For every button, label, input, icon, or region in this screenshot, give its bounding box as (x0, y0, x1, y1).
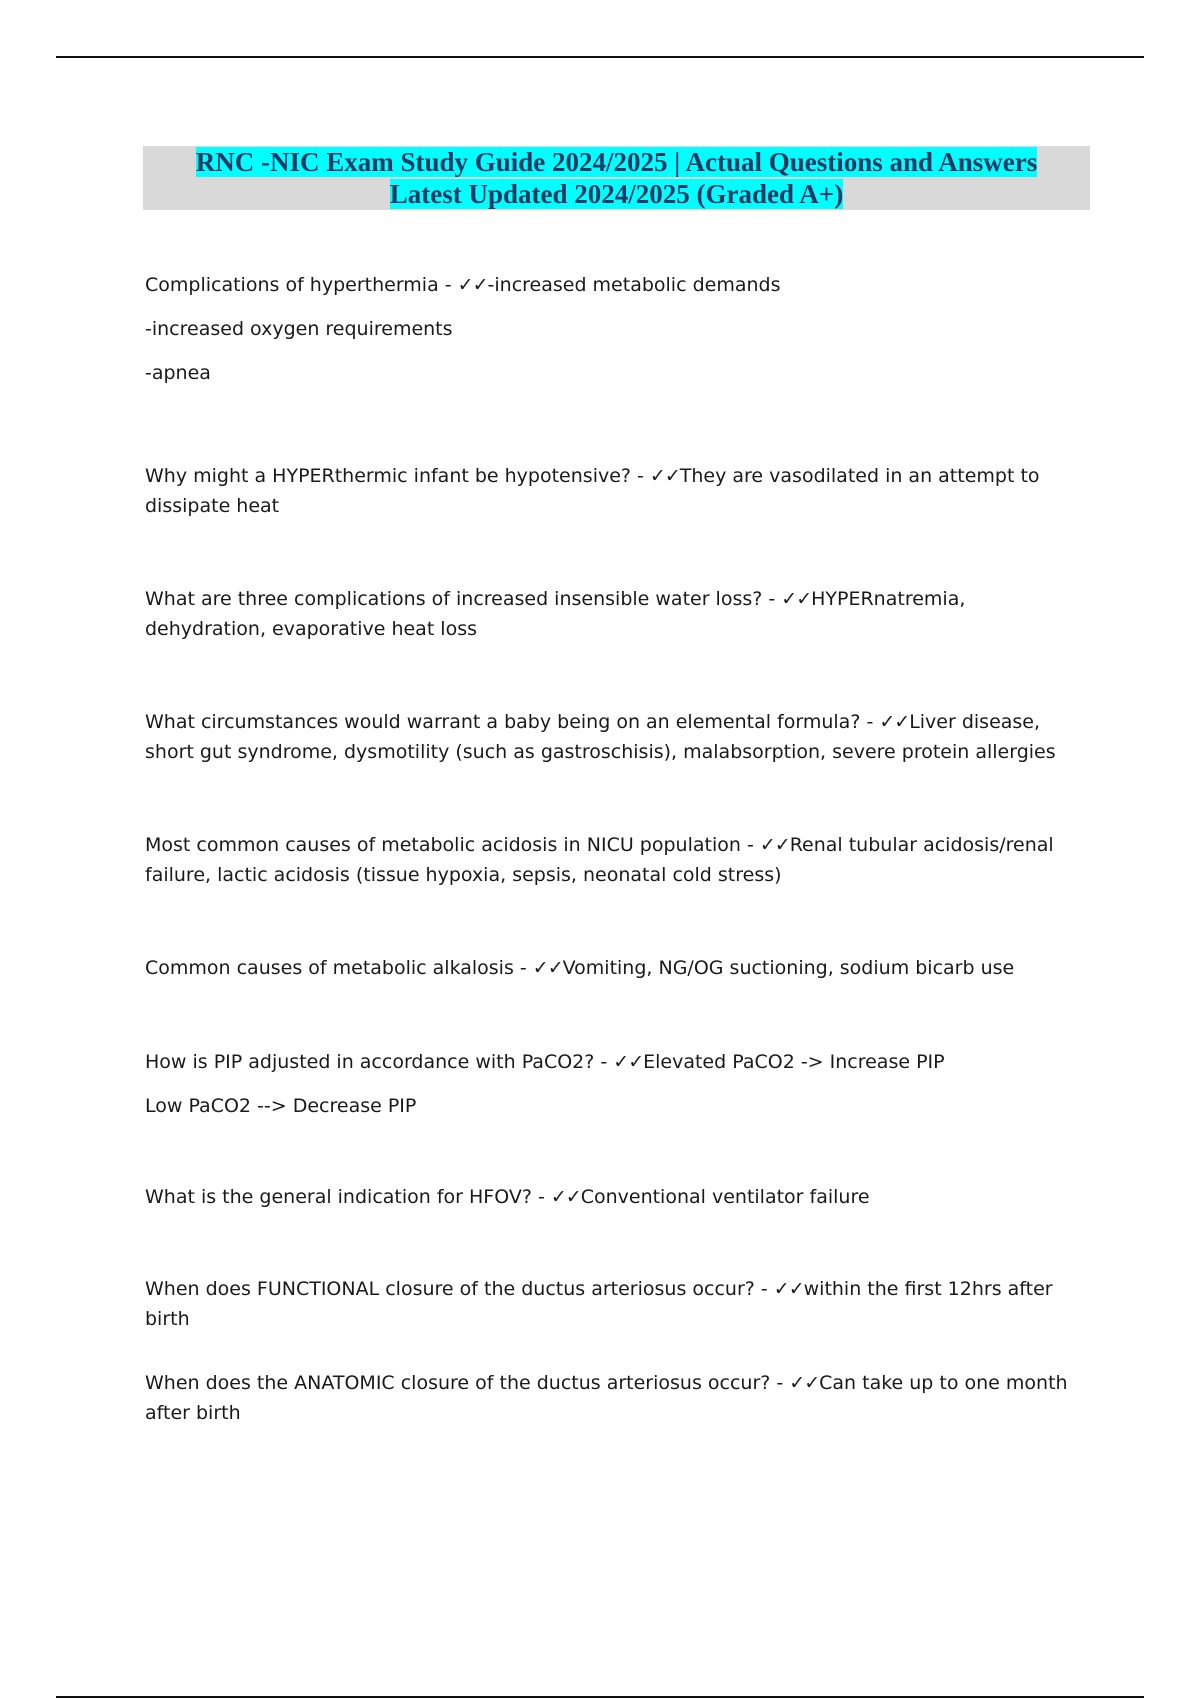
checkmark-icon: ✓✓ (613, 1051, 644, 1073)
qa-item (145, 1368, 1090, 1428)
qa-item (145, 953, 1090, 983)
answer-text: HYPERnatremia, dehydration, evaporative heat loss (145, 588, 966, 640)
question-text: Common causes of metabolic alkalosis (145, 957, 514, 979)
checkmark-icon: ✓✓ (759, 834, 790, 856)
qa-item (145, 830, 1090, 890)
qa-line (145, 1368, 1090, 1428)
footer-rule (56, 1696, 1144, 1698)
qa-item (145, 1047, 1090, 1121)
separator: - (754, 1278, 774, 1300)
question-text: How is PIP adjusted in accordance with PaCO2? (145, 1051, 595, 1073)
question-text: What is the general indication for HFOV? (145, 1186, 532, 1208)
separator: - (513, 957, 533, 979)
separator: - (762, 588, 782, 610)
qa-line (145, 1274, 1090, 1334)
answer-text: within the first 12hrs after birth (145, 1278, 1053, 1330)
answer-text: Conventional ventilator failure (580, 1186, 870, 1208)
answer-text: Renal tubular acidosis/renal failure, lactic acidosis (tissue hypoxia, sepsis, neonatal cold stress) (145, 834, 1054, 886)
answer-text: Vomiting, NG/OG suctioning, sodium bicarb use (562, 957, 1015, 979)
qa-line (145, 270, 1090, 300)
document-title (143, 146, 1090, 210)
question-text: What circumstances would warrant a baby being on an elemental formula? (145, 711, 861, 733)
checkmark-icon: ✓✓ (532, 957, 563, 979)
separator: - (594, 1051, 614, 1073)
qa-line (145, 1182, 1090, 1212)
answer-extra-line: Low PaCO2 --> Decrease PIP (145, 1095, 417, 1117)
separator: - (770, 1372, 790, 1394)
answer-text: Liver disease, short gut syndrome, dysmotility (such as gastroschisis), malabsorption, severe protein allergies (145, 711, 1056, 763)
checkmark-icon: ✓✓ (649, 465, 680, 487)
answer-text: -increased metabolic demands (487, 274, 781, 296)
answer-extra-line: -apnea (145, 362, 211, 384)
checkmark-icon: ✓✓ (781, 588, 812, 610)
checkmark-icon: ✓✓ (457, 274, 488, 296)
qa-line (145, 461, 1090, 521)
question-text: Why might a HYPERthermic infant be hypotensive? (145, 465, 631, 487)
title-line-1: RNC -NIC Exam Study Guide 2024/2025 | Actual Questions and Answers (195, 147, 1038, 177)
separator: - (630, 465, 650, 487)
qa-item (145, 584, 1090, 644)
question-text: Most common causes of metabolic acidosis in NICU population (145, 834, 741, 856)
qa-item (145, 461, 1090, 521)
answer-text: Can take up to one month after birth (145, 1372, 1068, 1424)
answer-text: Elevated PaCO2 -> Increase PIP (643, 1051, 945, 1073)
checkmark-icon: ✓✓ (879, 711, 910, 733)
separator: - (438, 274, 458, 296)
qa-line (145, 953, 1090, 983)
checkmark-icon: ✓✓ (773, 1278, 804, 1300)
question-text: When does the ANATOMIC closure of the ductus arteriosus occur? (145, 1372, 771, 1394)
qa-item (145, 707, 1090, 767)
qa-item (145, 1182, 1090, 1212)
title-line-2: Latest Updated 2024/2025 (Graded A+) (389, 179, 844, 209)
qa-line (145, 707, 1090, 767)
question-text: When does FUNCTIONAL closure of the ductus arteriosus occur? (145, 1278, 755, 1300)
qa-line (145, 584, 1090, 644)
question-text: Complications of hyperthermia (145, 274, 439, 296)
checkmark-icon: ✓✓ (789, 1372, 820, 1394)
separator: - (531, 1186, 551, 1208)
answer-text: They are vasodilated in an attempt to dissipate heat (145, 465, 1040, 517)
separator: - (740, 834, 760, 856)
qa-item (145, 1274, 1090, 1334)
question-text: What are three complications of increased insensible water loss? (145, 588, 763, 610)
qa-line (145, 830, 1090, 890)
answer-extra-line: -increased oxygen requirements (145, 318, 453, 340)
qa-item (145, 270, 1090, 388)
separator: - (860, 711, 880, 733)
header-rule (56, 56, 1144, 58)
checkmark-icon: ✓✓ (550, 1186, 581, 1208)
qa-line (145, 1047, 1090, 1077)
